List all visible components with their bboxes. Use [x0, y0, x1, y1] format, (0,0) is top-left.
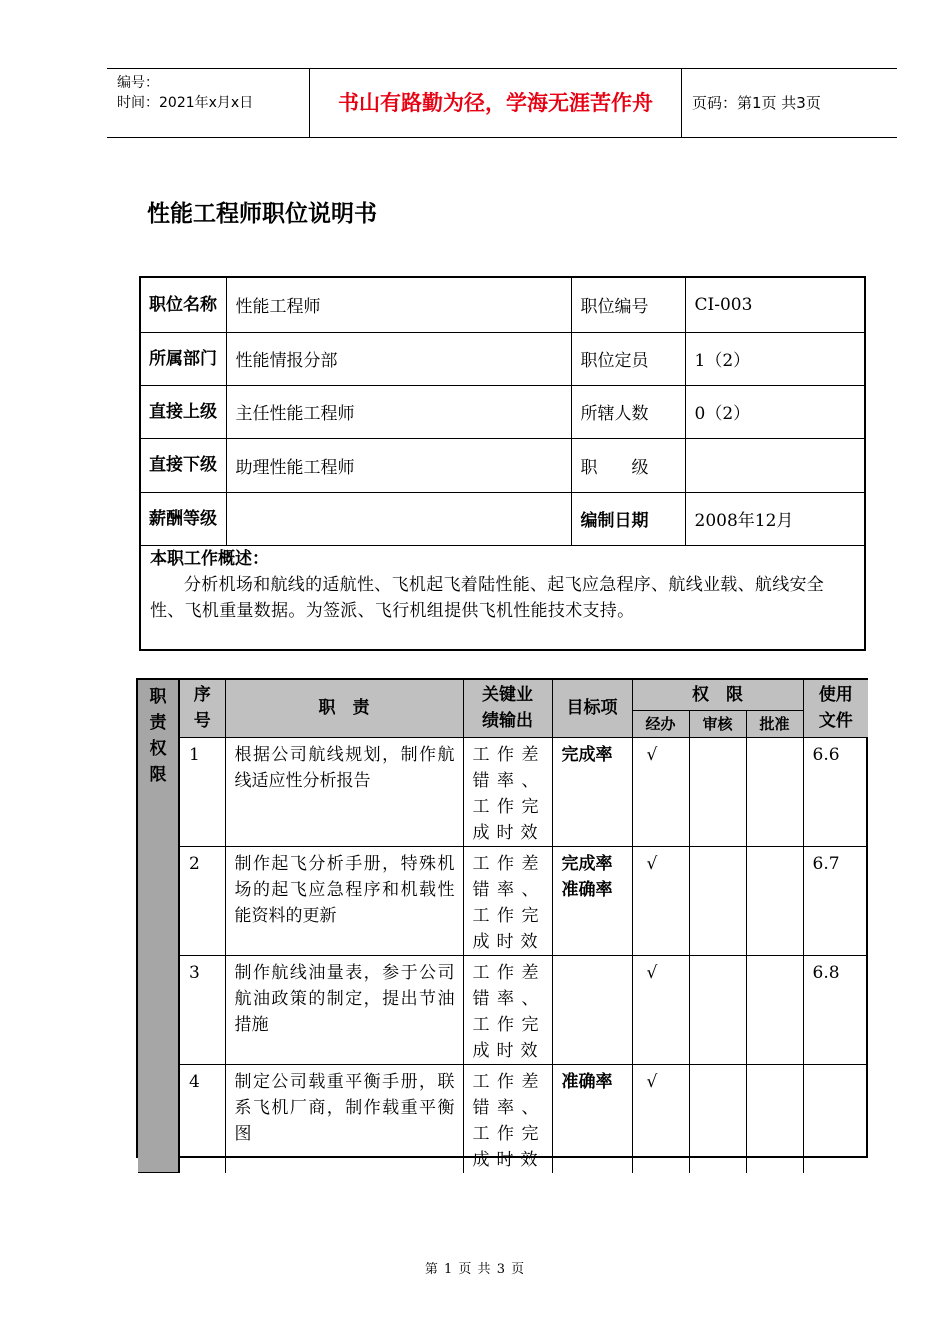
- row-review: [689, 1064, 746, 1173]
- side-label: 职责权限: [138, 680, 179, 1173]
- row-doc: [803, 1064, 868, 1173]
- info-row: [141, 438, 864, 492]
- row-seq: 3: [179, 955, 225, 1064]
- info-label: 直接下级: [141, 438, 226, 492]
- row-target: 准确率: [552, 1064, 632, 1173]
- row-duty: 制作起飞分析手册，特殊机场的起飞应急程序和机载性能资料的更新: [225, 846, 463, 955]
- info-label-2: 所辖人数: [571, 385, 685, 438]
- header-meta: [107, 69, 309, 137]
- info-label: 所属部门: [141, 332, 226, 385]
- col-header-approve: 批准: [746, 710, 803, 737]
- info-label-2: 职位编号: [571, 278, 685, 332]
- table-row: [138, 846, 868, 955]
- info-row: [141, 492, 864, 545]
- info-label: 直接上级: [141, 385, 226, 438]
- col-header-handle: 经办: [632, 710, 689, 737]
- row-doc: 6.6: [803, 737, 868, 846]
- col-header-duty: 职 责: [225, 680, 463, 737]
- row-seq: 1: [179, 737, 225, 846]
- row-seq: 4: [179, 1064, 225, 1173]
- info-label-2: 职 级: [571, 438, 685, 492]
- info-value-2: 2008年12月: [685, 492, 864, 545]
- page-header: [107, 68, 897, 138]
- info-value-2: 1（2）: [685, 332, 864, 385]
- row-approve: [746, 1064, 803, 1173]
- row-target: 完成率准确率: [552, 846, 632, 955]
- row-duty: 制作航线油量表，参于公司航油政策的制定，提出节油措施: [225, 955, 463, 1064]
- table-row: [138, 737, 868, 846]
- row-review: [689, 955, 746, 1064]
- document-title: 性能工程师职位说明书: [147, 201, 377, 227]
- summary-row: [141, 545, 864, 649]
- page-footer: 第 1 页 共 3 页: [424, 1262, 526, 1277]
- row-kpi: 工作差错率、工作完成时效: [463, 955, 552, 1064]
- col-header-review: 审核: [689, 710, 746, 737]
- info-value: 性能工程师: [226, 278, 571, 332]
- info-value: 主任性能工程师: [226, 385, 571, 438]
- table-row: [138, 955, 868, 1064]
- header-page-info: 页码：第1页 共3页: [692, 94, 821, 112]
- row-target: 完成率: [552, 737, 632, 846]
- info-value-2: CI-003: [685, 278, 864, 332]
- row-handle-check: √: [632, 737, 689, 846]
- duty-authority-table: [136, 678, 868, 1170]
- info-row: [141, 278, 864, 332]
- row-kpi: 工作差错率、工作完成时效: [463, 1064, 552, 1173]
- row-review: [689, 737, 746, 846]
- row-handle-check: √: [632, 955, 689, 1064]
- doc-time: 时间：2021年x月x日: [117, 95, 254, 111]
- summary-body: 分析机场和航线的适航性、飞机起飞着陆性能、起飞应急程序、航线业载、航线安全性、飞机重量数据。为签派、飞行机组提供飞机性能技术支持。: [150, 574, 825, 621]
- info-value: 助理性能工程师: [226, 438, 571, 492]
- row-kpi: 工作差错率、工作完成时效: [463, 737, 552, 846]
- info-label-2: 编制日期: [571, 492, 685, 545]
- info-value: 性能情报分部: [226, 332, 571, 385]
- col-header-seq: 序号: [179, 680, 225, 737]
- row-approve: [746, 955, 803, 1064]
- info-row: [141, 332, 864, 385]
- col-header-authority: 权 限: [632, 680, 803, 710]
- info-value-2: 0（2）: [685, 385, 864, 438]
- row-target: [552, 955, 632, 1064]
- row-approve: [746, 846, 803, 955]
- row-seq: 2: [179, 846, 225, 955]
- info-value-2: [685, 438, 864, 492]
- row-duty: 制定公司载重平衡手册，联系飞机厂商，制作载重平衡图: [225, 1064, 463, 1173]
- info-label: 薪酬等级: [141, 492, 226, 545]
- row-review: [689, 846, 746, 955]
- row-handle-check: √: [632, 846, 689, 955]
- col-header-kpi: 关键业绩输出: [463, 680, 552, 737]
- header-motto: 书山有路勤为径，学海无涯苦作舟: [309, 69, 682, 137]
- info-label-2: 职位定员: [571, 332, 685, 385]
- info-value: [226, 492, 571, 545]
- info-label: 职位名称: [141, 278, 226, 332]
- table-row: [138, 1064, 868, 1173]
- row-doc: 6.8: [803, 955, 868, 1064]
- row-approve: [746, 737, 803, 846]
- row-kpi: 工作差错率、工作完成时效: [463, 846, 552, 955]
- col-header-docs: 使用文件: [803, 680, 868, 737]
- row-handle-check: √: [632, 1064, 689, 1173]
- job-summary: [141, 545, 864, 649]
- row-duty: 根据公司航线规划，制作航线适应性分析报告: [225, 737, 463, 846]
- summary-title: 本职工作概述：: [150, 548, 269, 569]
- position-info-table: [139, 276, 866, 651]
- row-doc: 6.7: [803, 846, 868, 955]
- doc-number-label: 编号：: [117, 75, 159, 91]
- info-row: [141, 385, 864, 438]
- col-header-target: 目标项: [552, 680, 632, 737]
